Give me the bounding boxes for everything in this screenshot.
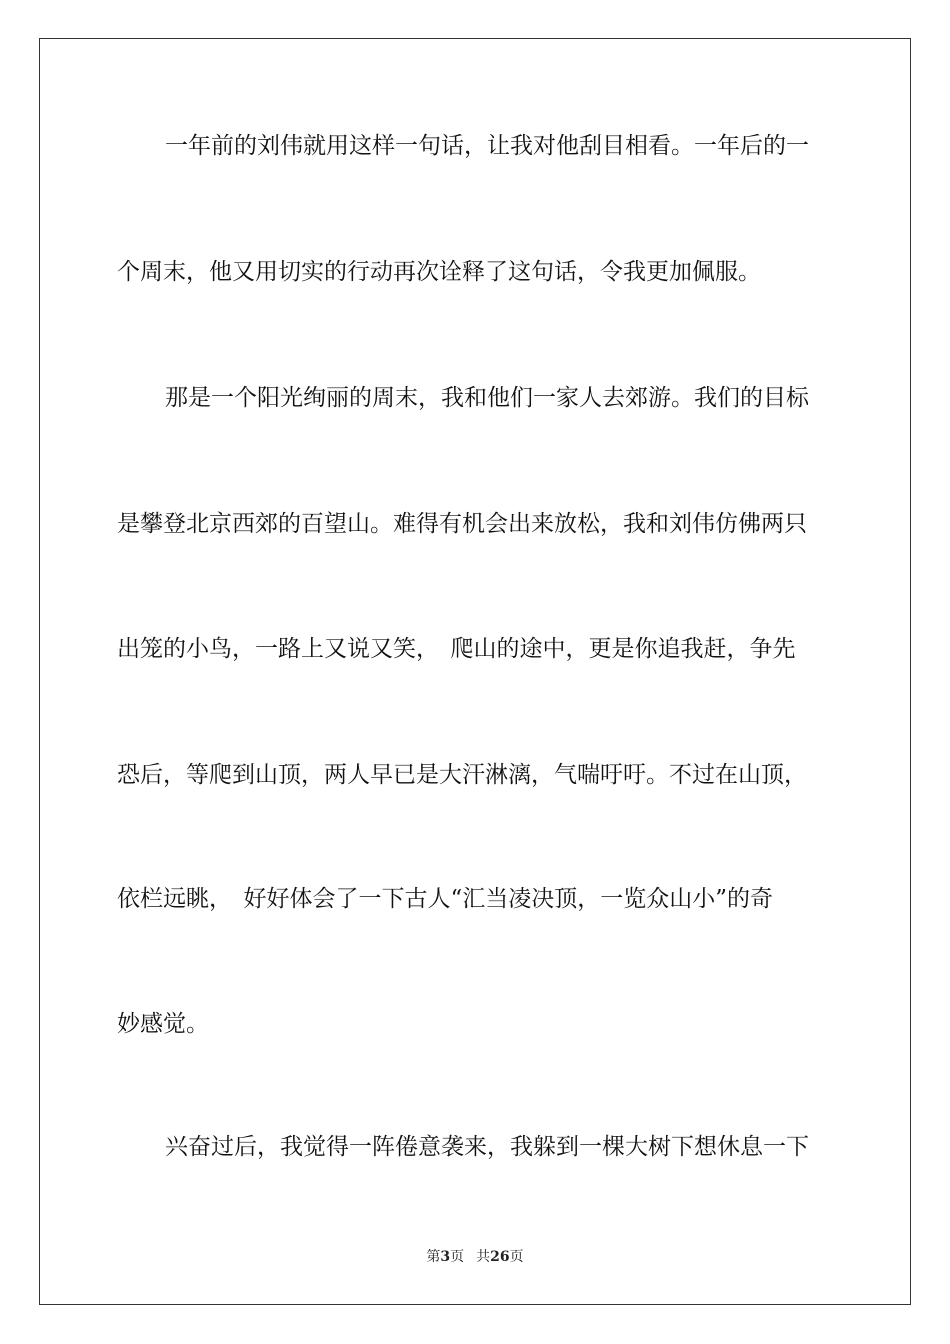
page-label-suffix: 页 [450, 1249, 465, 1265]
paragraph-line: 一年前的刘伟就用这样一句话，让我对他刮目相看。一年后的一 [165, 133, 809, 159]
page-number: 3 [440, 1249, 451, 1265]
total-pages: 26 [490, 1249, 510, 1265]
page-label-prefix: 第 [426, 1249, 441, 1265]
page-border [39, 38, 911, 1305]
paragraph-line: 个周末，他又用切实的行动再次诠释了这句话，令我更加佩服。 [117, 259, 761, 285]
total-label-suffix: 页 [509, 1249, 524, 1265]
paragraph-line: 是攀登北京西郊的百望山。难得有机会出来放松，我和刘伟仿佛两只 [117, 511, 807, 537]
paragraph-line: 恐后，等爬到山顶，两人早已是大汗淋漓，气喘吁吁。不过在山顶， [117, 762, 807, 788]
paragraph-line: 依栏远眺， 好好体会了一下古人“汇当凌决顶，一览众山小”的奇 [117, 886, 774, 912]
total-label-prefix: 共 [476, 1249, 491, 1265]
page-footer [0, 1248, 950, 1266]
paragraph-line: 出笼的小鸟，一路上又说又笑， 爬山的途中，更是你追我赶，争先 [117, 636, 796, 662]
paragraph-line: 妙感觉。 [117, 1011, 209, 1037]
paragraph-line: 那是一个阳光绚丽的周末，我和他们一家人去郊游。我们的目标 [165, 385, 809, 411]
paragraph-line: 兴奋过后，我觉得一阵倦意袭来，我躲到一棵大树下想休息一下 [165, 1134, 809, 1160]
